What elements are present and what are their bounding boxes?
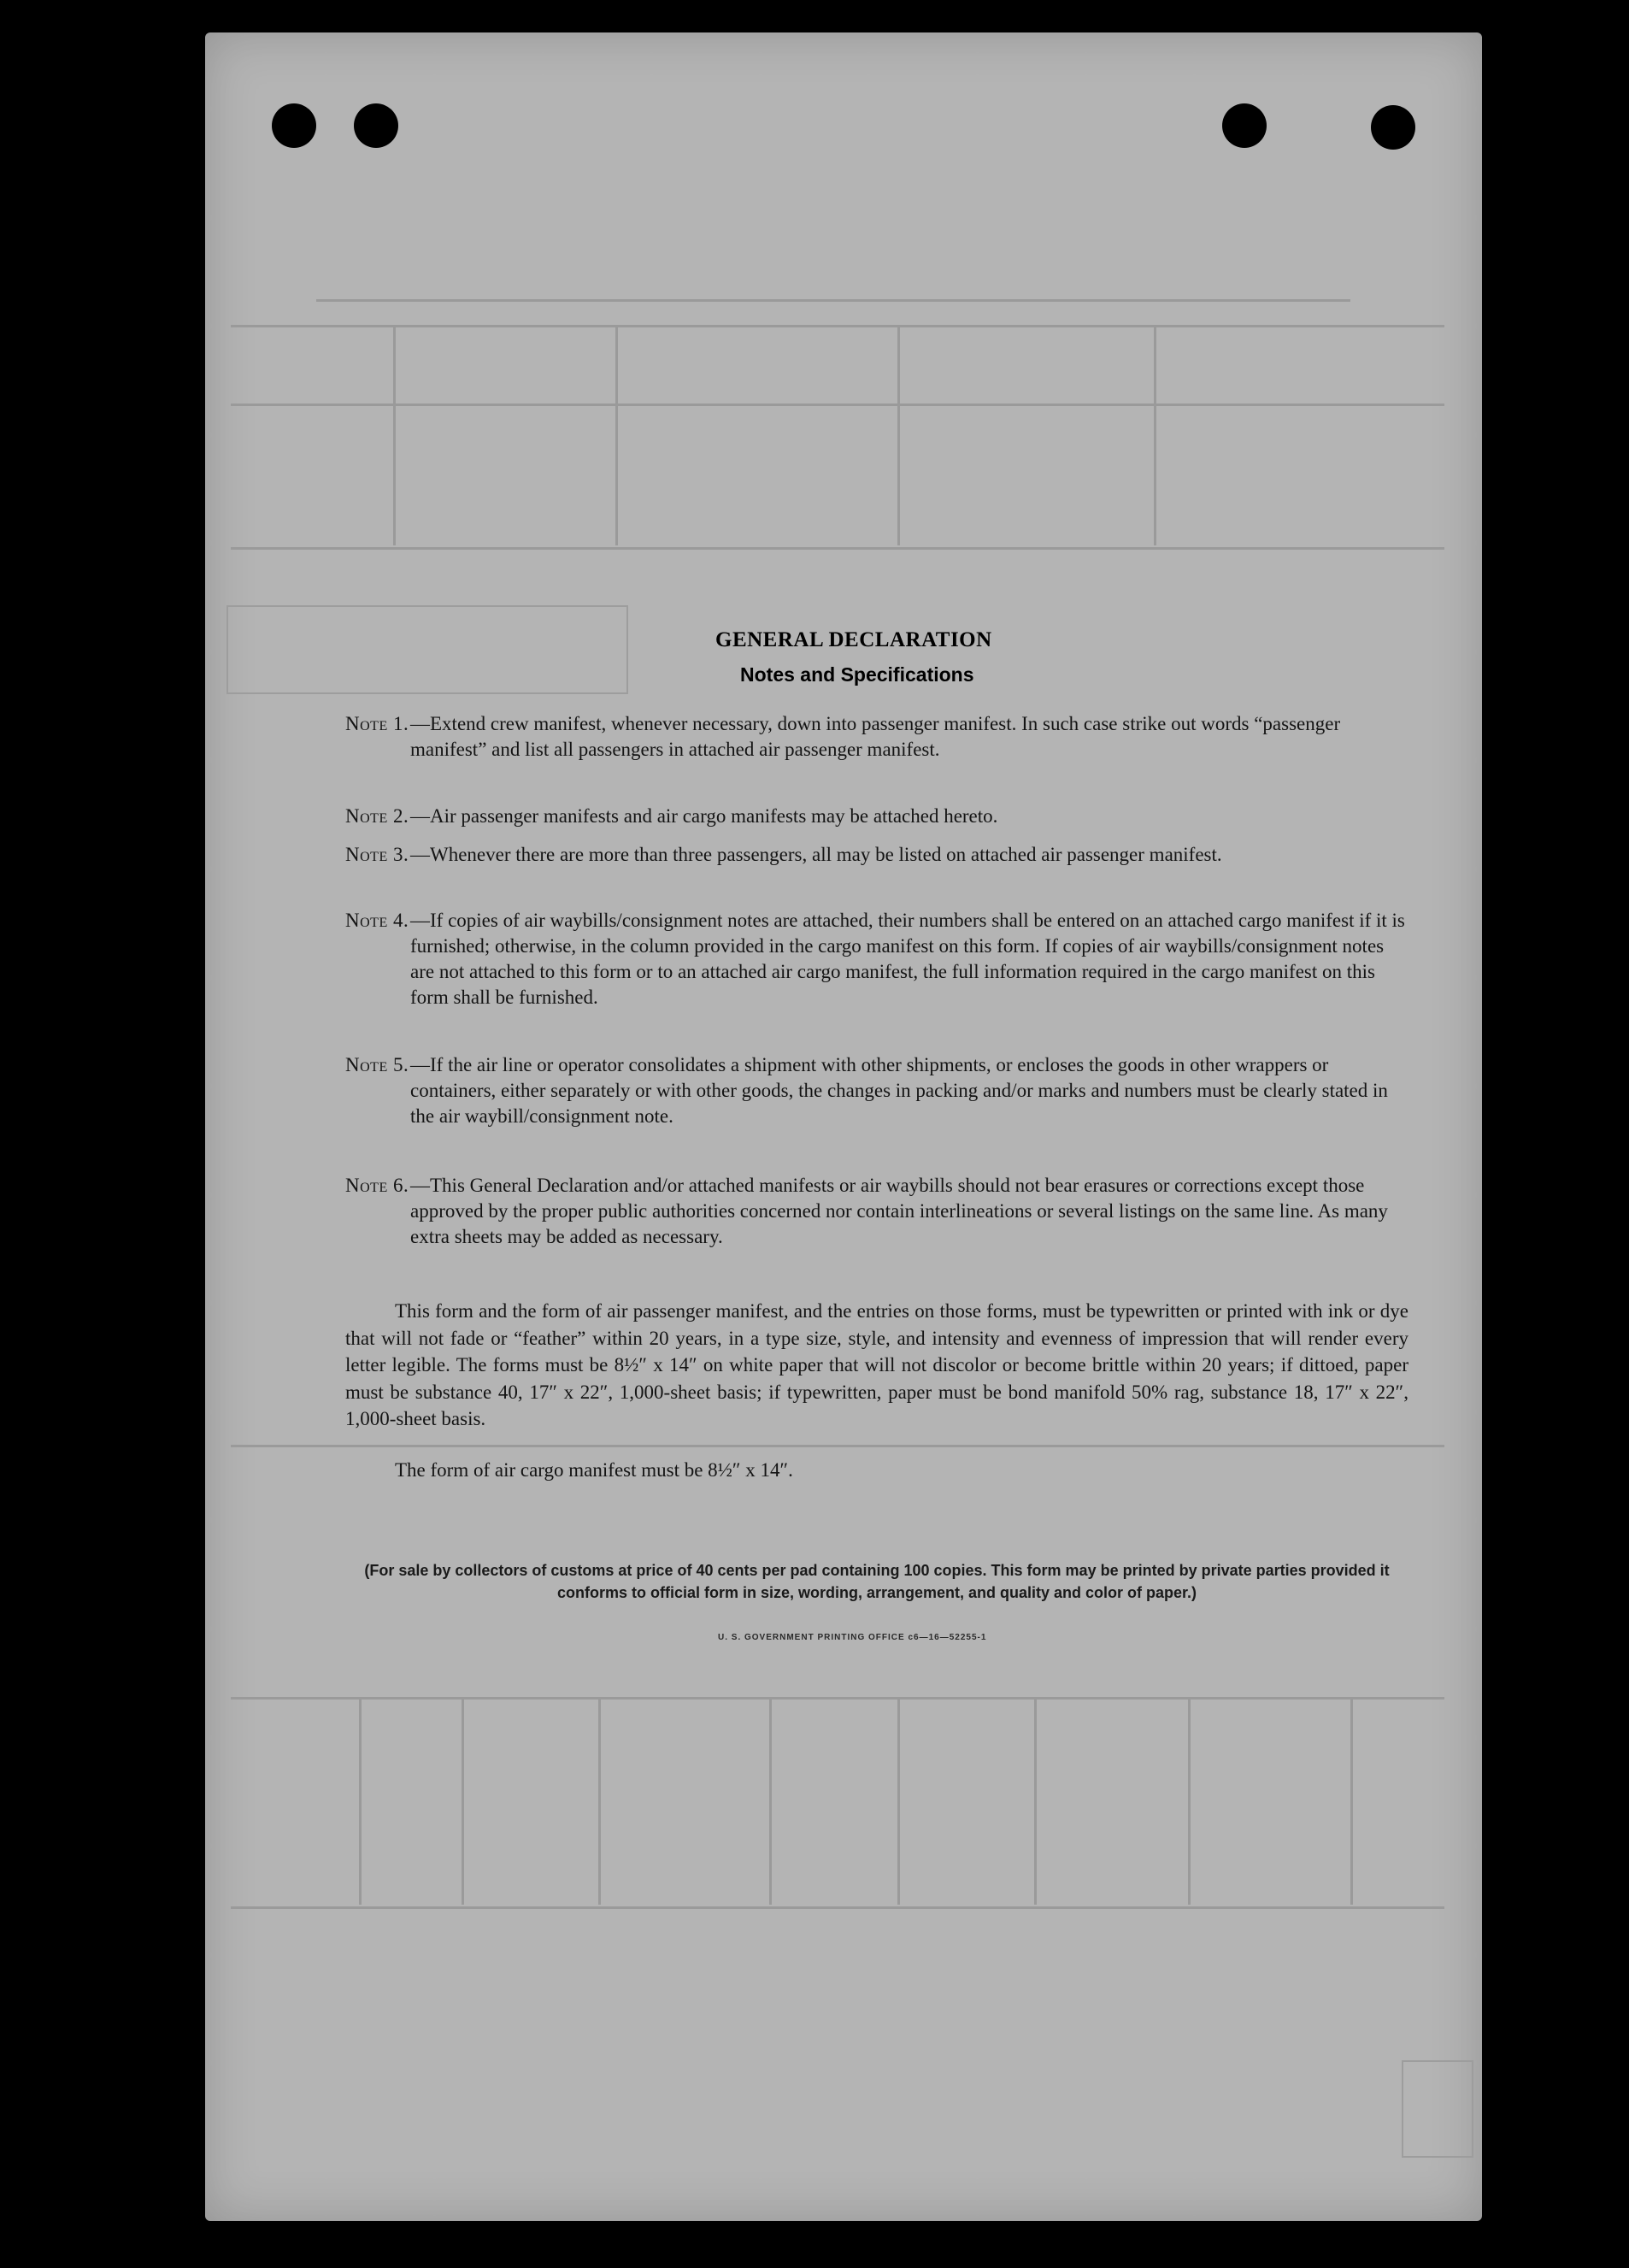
cargo-manifest-size-line: The form of air cargo manifest must be 8½″ x 14″. [395,1459,793,1481]
document-subtitle: Notes and Specifications [740,663,974,686]
document-title: GENERAL DECLARATION [715,628,992,651]
note-4 [345,908,1405,1010]
note-label: Note 4. [345,910,409,931]
punch-hole-right-2 [1371,105,1415,150]
note-label: Note 2. [345,805,409,827]
margin-mark: ▸ [1502,2069,1514,2094]
note-text: —Air passenger manifests and air cargo manifests may be attached hereto. [410,805,998,827]
sale-notice: (For sale by collectors of customs at price of 40 cents per pad containing 100 copies. This form may be printed by private parties provided it conforms to official form in size, wording, arrangement, and quality and color of paper.) [364,1562,1390,1601]
note-1 [345,711,1405,763]
printer-line: U. S. GOVERNMENT PRINTING OFFICE c6—16—52255-1 [718,1633,987,1642]
punch-hole-left-2 [354,103,398,148]
note-text: —This General Declaration and/or attached manifests or air waybills should not bear erasures or corrections except those approved by the proper public authorities concerned nor contain interlineations or several listings on the same line. As many extra sheets may be added as necessary. [410,1175,1388,1247]
form-specification-paragraph: This form and the form of air passenger manifest, and the entries on those forms, must be typewritten or printed with ink or dye that will not fade or “feather” within 20 years, in a type size, style, and intensity and evenness of impression that will render every letter legible. The forms must be 8½″ x 14″ on white paper that will not discolor or become brittle within 20 years; if dittoed, paper must be substance 40, 17″ x 22″, 1,000-sheet basis; if typewritten, paper must be bond manifold 50% rag, substance 18, 17″ x 22″, 1,000-sheet basis. [345,1300,1408,1429]
note-label: Note 6. [345,1175,409,1196]
note-label: Note 5. [345,1054,409,1075]
note-label: Note 1. [345,713,409,734]
note-6 [345,1173,1405,1250]
punch-hole-left-1 [272,103,316,148]
note-2 [345,804,1405,829]
punch-hole-right-1 [1222,103,1267,148]
note-text: —If the air line or operator consolidates a shipment with other shipments, or encloses the goods in other wrappers or containers, either separately or with other goods, the changes in packing and/or marks and numbers must be clearly stated in the air waybill/consignment note. [410,1054,1388,1127]
note-text: —If copies of air waybills/consignment notes are attached, their numbers shall be entered on an attached cargo manifest if it is furnished; otherwise, in the column provided in the cargo manifest on this form. If copies of air waybills/consignment notes are not attached to this form or to an attached air cargo manifest, the full information required in the cargo manifest on this form shall be furnished. [410,910,1405,1008]
note-3 [345,842,1405,868]
note-label: Note 3. [345,844,409,865]
note-text: —Whenever there are more than three passengers, all may be listed on attached air passenger manifest. [410,844,1222,865]
note-5 [345,1052,1405,1129]
note-text: —Extend crew manifest, whenever necessary, down into passenger manifest. In such case strike out words “passenger manifest” and list all passengers in attached air passenger manifest. [410,713,1341,760]
